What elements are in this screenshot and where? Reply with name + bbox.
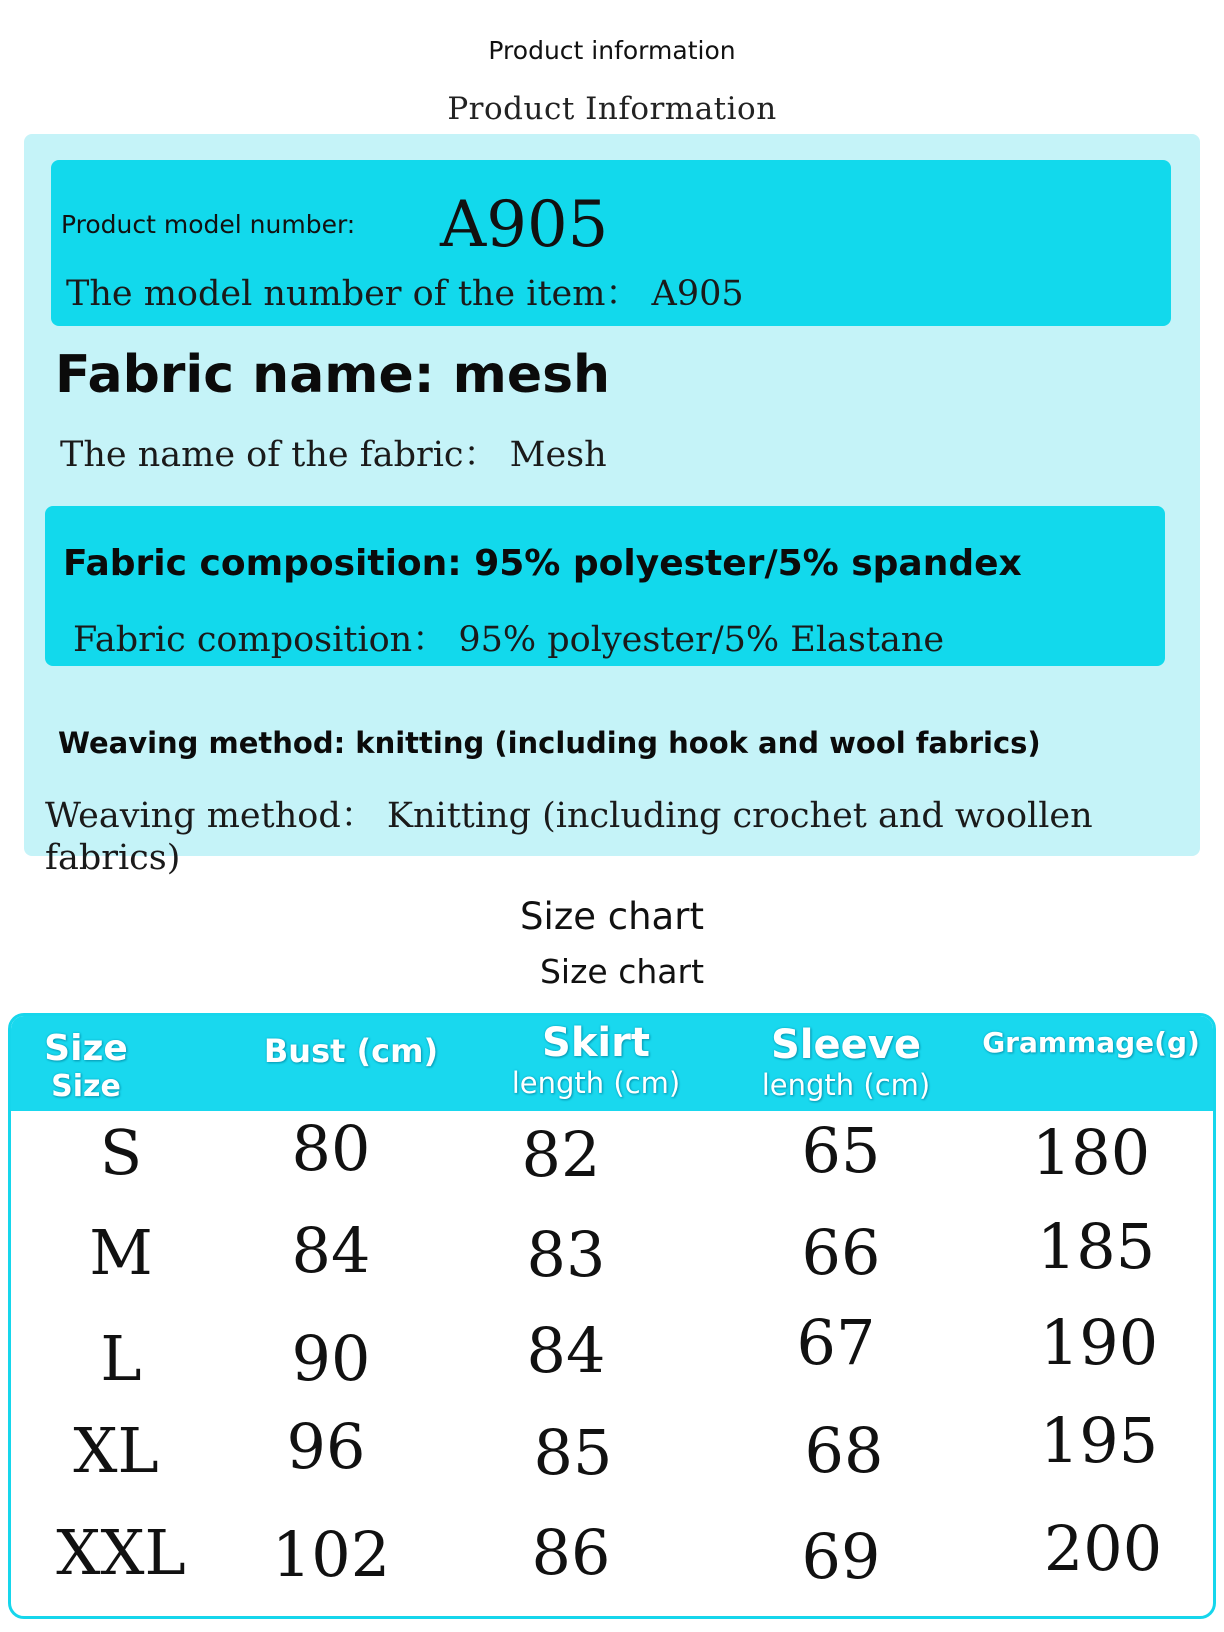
header-grammage: Grammage(g)	[982, 1026, 1200, 1059]
model-number-value: A905	[440, 188, 609, 262]
table-cell-bust: 90	[291, 1322, 371, 1395]
header-skirt-length: Skirt length (cm)	[511, 1020, 681, 1100]
table-cell-size: XXL	[56, 1516, 186, 1589]
table-cell-skirt: 83	[526, 1218, 606, 1291]
table-cell-skirt: 86	[531, 1516, 611, 1589]
table-cell-size: L	[100, 1322, 142, 1395]
table-cell-sleeve: 68	[804, 1414, 884, 1487]
header-size: Size Size	[44, 1028, 128, 1104]
table-cell-grammage: 180	[1031, 1116, 1151, 1189]
header-bust: Bust (cm)	[263, 1032, 439, 1070]
table-cell-sleeve: 66	[801, 1216, 881, 1289]
product-info-title: Product information	[488, 36, 736, 65]
fabric-composition-heading: Fabric composition: 95% polyester/5% spandex	[63, 543, 1022, 584]
weaving-method-description: Weaving method： Knitting (including crochet and woollen fabrics)	[45, 796, 1093, 878]
table-cell-grammage: 185	[1036, 1210, 1156, 1283]
size-chart-subtitle: Size chart	[539, 952, 705, 991]
table-cell-grammage: 190	[1039, 1306, 1159, 1379]
size-chart-title: Size chart	[520, 895, 704, 938]
model-number-label: Product model number:	[61, 210, 356, 239]
product-info-subtitle: Product Information	[447, 91, 777, 127]
table-cell-bust: 80	[291, 1112, 371, 1185]
fabric-name-description: The name of the fabric： Mesh	[60, 435, 607, 475]
table-cell-sleeve: 65	[801, 1114, 881, 1187]
table-cell-grammage: 200	[1043, 1512, 1163, 1585]
fabric-name-heading: Fabric name: mesh	[55, 345, 611, 405]
table-cell-grammage: 195	[1039, 1404, 1159, 1477]
header-sleeve-length: Sleeve length (cm)	[761, 1022, 931, 1102]
table-cell-sleeve: 67	[796, 1306, 876, 1379]
table-cell-bust: 96	[286, 1410, 366, 1483]
table-cell-skirt: 84	[526, 1314, 606, 1387]
weaving-method-heading: Weaving method: knitting (including hook and wool fabrics)	[58, 726, 1041, 760]
table-cell-sleeve: 69	[801, 1520, 881, 1593]
table-cell-bust: 102	[271, 1518, 391, 1591]
size-chart-table	[8, 1013, 1216, 1619]
table-cell-skirt: 82	[521, 1118, 601, 1191]
table-cell-skirt: 85	[533, 1416, 613, 1489]
table-cell-bust: 84	[291, 1214, 371, 1287]
fabric-composition-description: Fabric composition： 95% polyester/5% Elastane	[73, 620, 945, 660]
table-cell-size: XL	[73, 1414, 159, 1487]
table-cell-size: S	[99, 1116, 143, 1189]
size-chart-header	[11, 1016, 1213, 1111]
model-number-description: The model number of the item： A905	[66, 274, 744, 314]
table-cell-size: M	[89, 1216, 153, 1289]
